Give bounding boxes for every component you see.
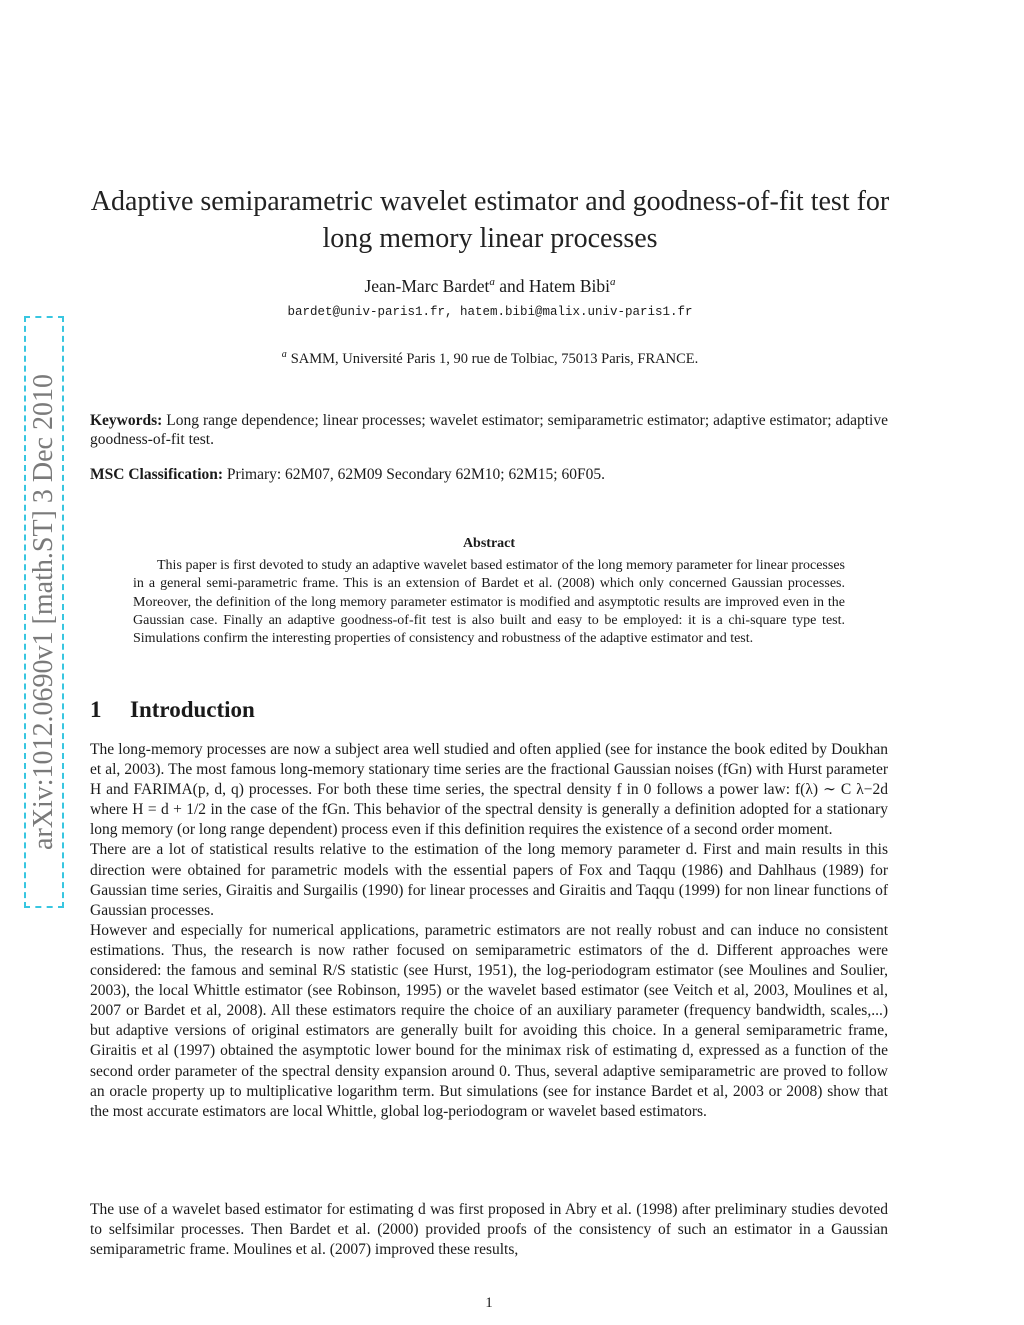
keywords-label: Keywords: bbox=[90, 412, 163, 429]
msc-text: Primary: 62M07, 62M09 Secondary 62M10; 62M15; 60F05. bbox=[223, 466, 605, 483]
authors bbox=[90, 276, 890, 297]
abstract-text: This paper is first devoted to study an adaptive wavelet based estimator of the long memory parameter for linear processes in a general semi-parametric frame. This is an extension of Bardet et al. (2008) which only concerned Gaussian processes. Moreover, the definition of the long memory parameter estimator is modified and asymptotic results are improved even in the Gaussian case. Finally an adaptive goodness-of-fit test is also built and easy to be employed: it is a chi-square type test. Simulations confirm the interesting properties of consistency and robustness of the adaptive estimator and test. bbox=[133, 558, 845, 647]
intro-paragraph-4: The use of a wavelet based estimator for estimating d was first proposed in Abry et al. (1998) after preliminary studies devoted to selfsimilar processes. Then Bardet et al. (2000) provided proofs of the consistency of such an estimator in a Gaussian semiparametric frame. Moulines et al. (2007) improved these results, bbox=[90, 1201, 888, 1259]
intro-paragraph-2: There are a lot of statistical results relative to the estimation of the long memory parameter d. First and main results in this direction were obtained for parametric models with the essential papers of Fox and Taqqu (1986) and Dahlhaus (1989) for Gaussian time series, Giraitis and Surgailis (1990) for linear processes and Giraitis and Taqqu (1999) for non linear functions of Gaussian processes. bbox=[90, 841, 888, 919]
author-2: Hatem Bibi bbox=[528, 276, 611, 296]
author-emails: bardet@univ-paris1.fr, hatem.bibi@malix.univ-paris1.fr bbox=[287, 305, 693, 319]
authors-and: and bbox=[494, 276, 529, 296]
section-heading bbox=[90, 697, 255, 723]
affiliation-mark: a bbox=[281, 349, 287, 360]
section-title: Introduction bbox=[130, 697, 255, 722]
msc-label: MSC Classification: bbox=[90, 466, 224, 483]
paper-title: Adaptive semiparametric wavelet estimator and goodness-of-fit test for long memory linear processes bbox=[90, 186, 890, 254]
arxiv-stamp: arXiv:1012.0690v1 [math.ST] 3 Dec 2010 bbox=[28, 374, 59, 850]
author-1-affil-mark: a bbox=[489, 276, 495, 289]
intro-body bbox=[90, 740, 888, 1122]
keywords-text: Long range dependence; linear processes; wavelet estimator; semiparametric estimator; adaptive estimator; adaptive goodness-of-fit test. bbox=[90, 412, 888, 448]
abstract-heading: Abstract bbox=[462, 536, 516, 551]
intro-paragraph-1: The long-memory processes are now a subject area well studied and often applied (see for instance the book edited by Doukhan et al, 2003). The most famous long-memory stationary time series are the fractional Gaussian noises (fGn) with Hurst parameter H and FARIMA(p, d, q) processes. For both these time series, the spectral density f in 0 follows a power law: f(λ) ∼ C λ−2d where H = d + 1/2 in the case of the fGn. This behavior of the spectral density is generally a definition adopted for a stationary long memory (or long range dependent) process even if this definition requires the existence of a second order moment. bbox=[90, 741, 888, 839]
author-1: Jean-Marc Bardet bbox=[364, 276, 490, 296]
section-number: 1 bbox=[90, 697, 102, 722]
intro-paragraph-3: However and especially for numerical applications, parametric estimators are not really robust and can induce no consistent estimations. Thus, the research is now rather focused on semiparametric estimators of the d. Different approaches were considered: the famous and seminal R/S statistic (see Hurst, 1951), the log-periodogram estimator (see Moulines and Soulier, 2003), the local Whittle estimator (see Robinson, 1995) or the wavelet based estimator (see Veitch et al, 2003, Moulines et al, 2007 or Bardet et al, 2008). All these estimators require the choice of an auxiliary parameter (frequency bandwidth, scales,...) but adaptive versions of original estimators are generally built for avoiding this choice. In a general semiparametric frame, Giraitis et al (1997) obtained the asymptotic lower bound for the minimax risk of estimating d, expressed as a function of the second order parameter of the spectral density expansion around 0. Thus, several adaptive semiparametric are proved to follow an oracle property up to multiplicative logarithm term. But simulations (see for instance Bardet et al, 2003 or 2008) show that the most accurate estimators are local Whittle, global log-periodogram or wavelet based estimators. bbox=[90, 921, 888, 1120]
keywords bbox=[90, 411, 888, 449]
affiliation-text: SAMM, Université Paris 1, 90 rue de Tolbiac, 75013 Paris, FRANCE. bbox=[290, 350, 699, 367]
page-number: 1 bbox=[485, 1295, 493, 1311]
author-2-affil-mark: a bbox=[610, 276, 616, 289]
msc-classification bbox=[90, 466, 888, 484]
affiliation bbox=[90, 349, 890, 368]
